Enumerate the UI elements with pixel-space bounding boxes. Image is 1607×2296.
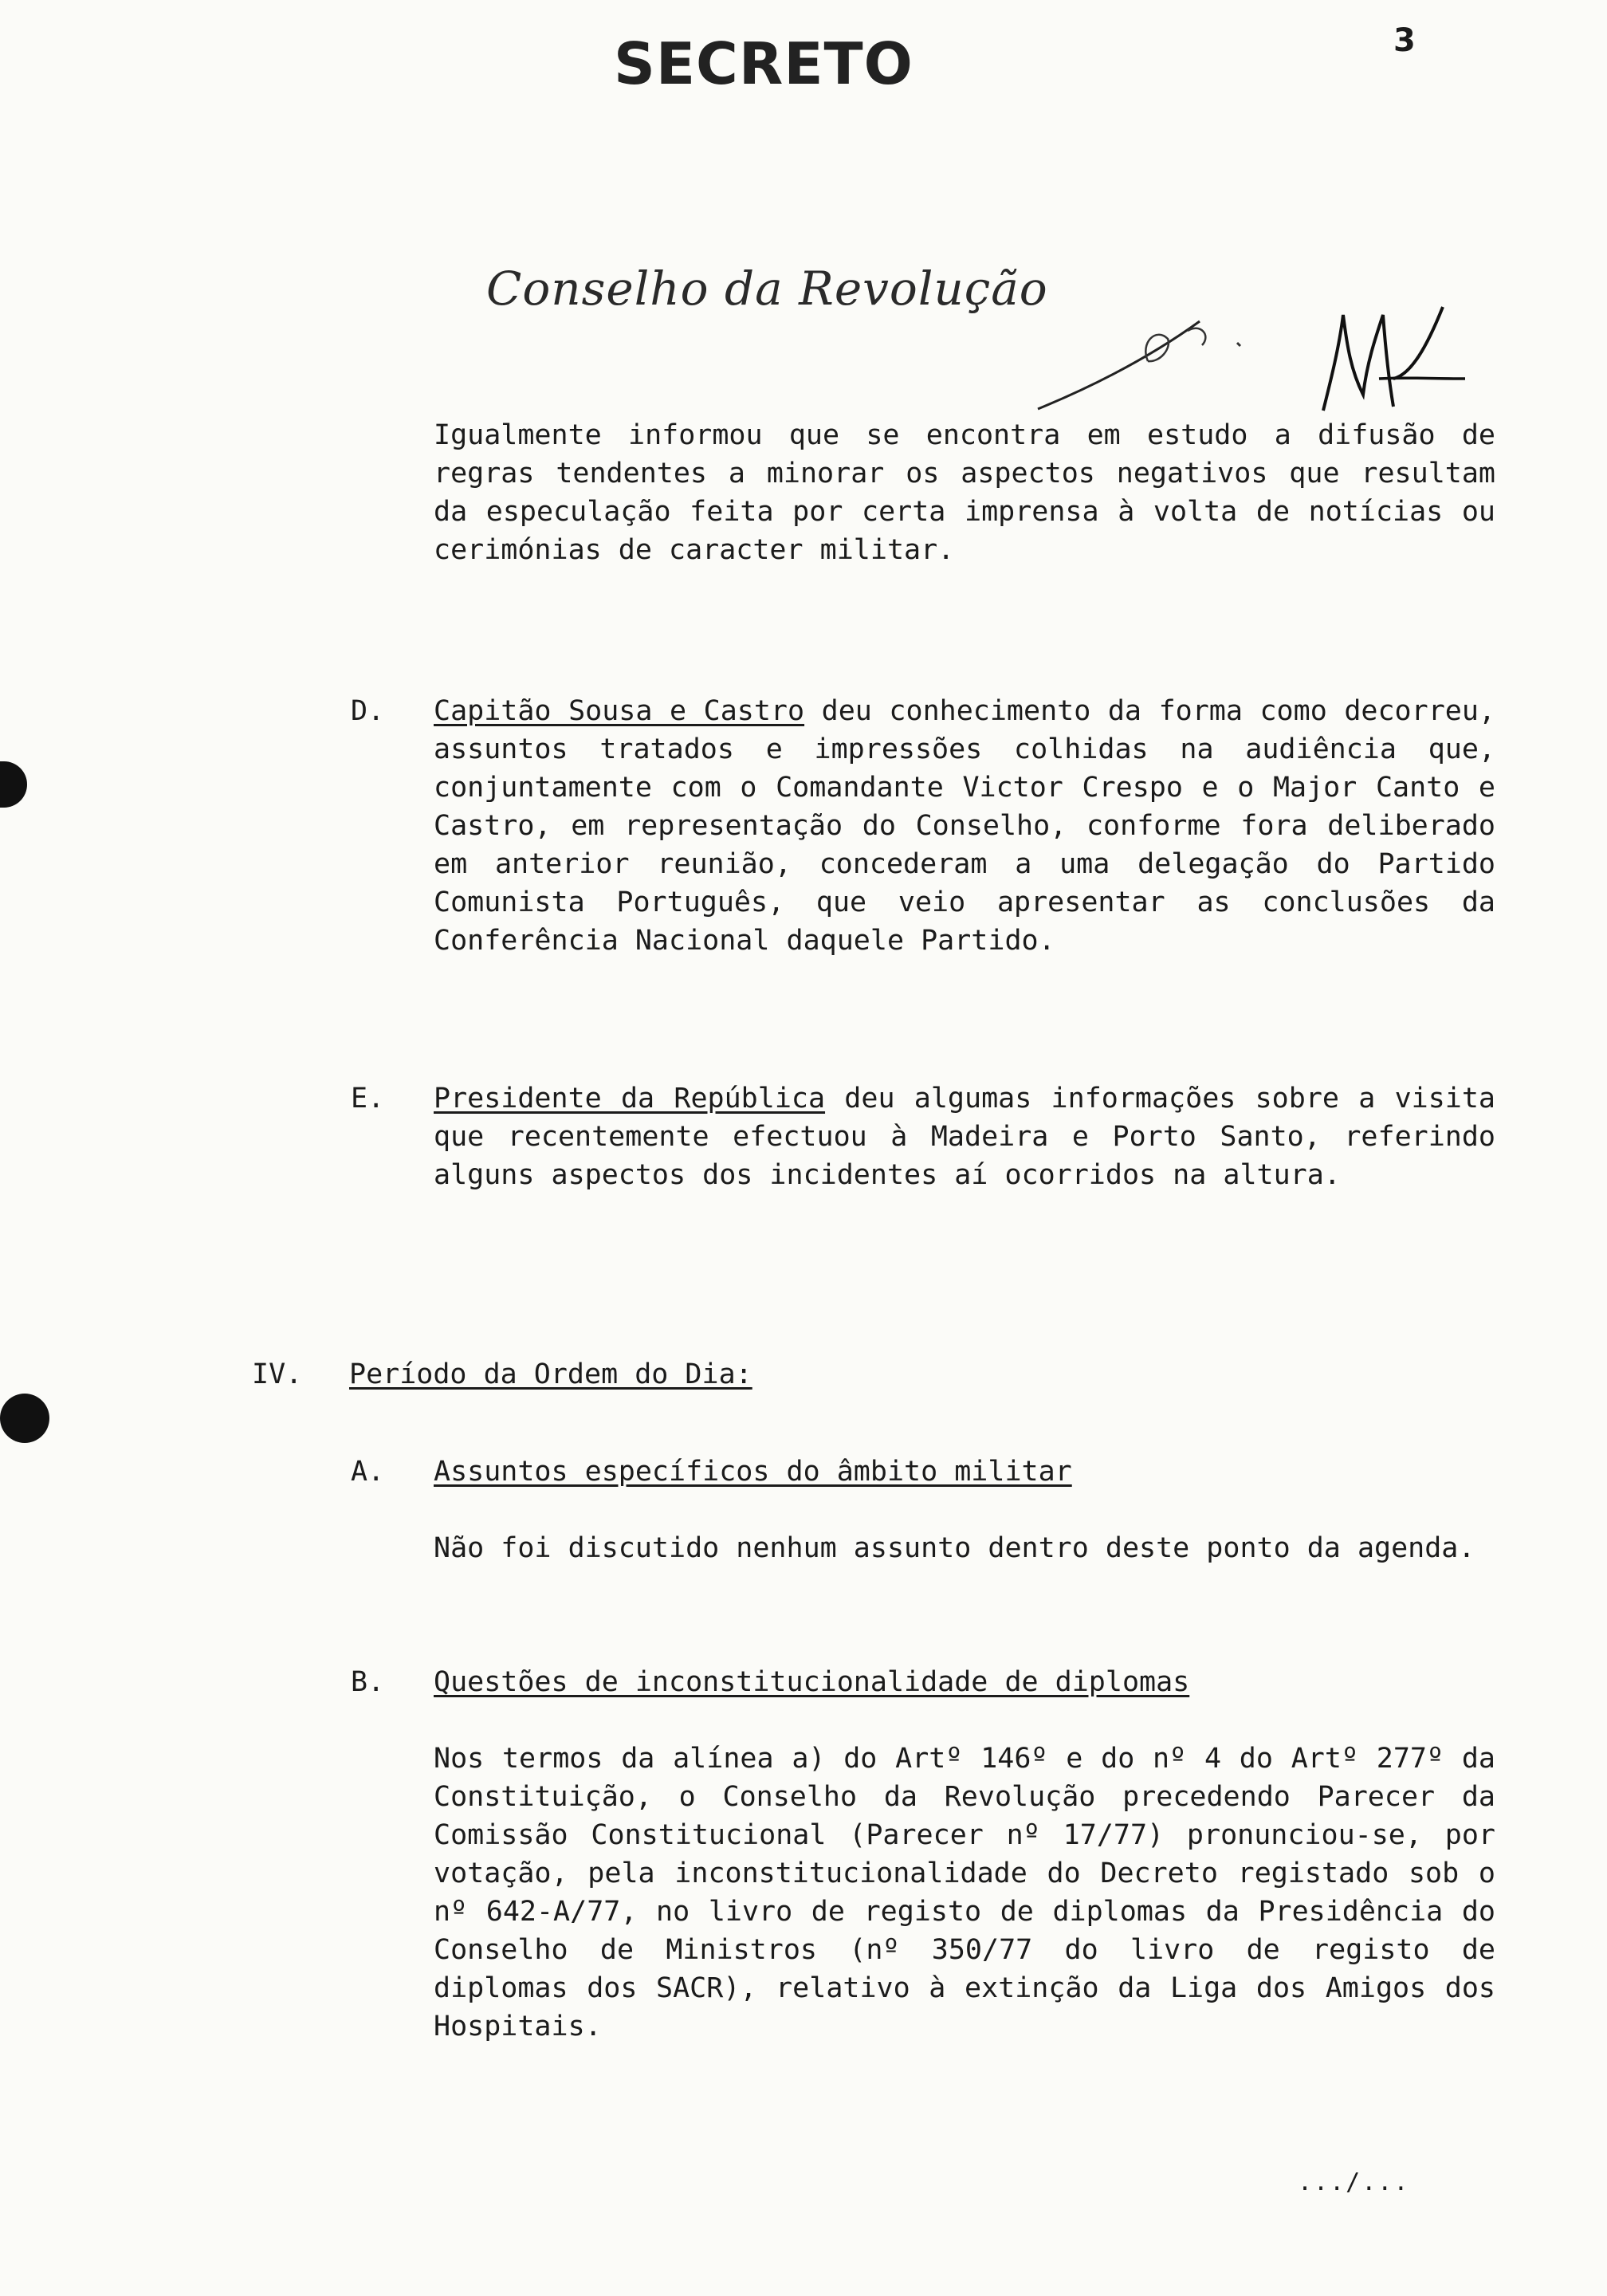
- section-b-text: Nos termos da alínea a) do Artº 146º e do nº 4 do Artº 277º da Constituição, o Conselho da Revolução precedendo Parecer da Comissão Constitucional (Parecer nº 17/77) pronunciou-se, por votação, pela inconstitucionalidade do Decreto registado sob o nº 642-A/77, no livro de registo de diplomas da Presidência do Conselho de Ministros (nº 350/77 do livro de registo de diplomas dos SACR), relativo à extinção da Liga dos Amigos dos Hospitais.: [434, 1743, 1495, 2042]
- section-a-title: Assuntos específicos do âmbito militar: [434, 1456, 1072, 1488]
- continuation-mark: .../...: [1298, 2168, 1410, 2196]
- item-e-marker: E.: [351, 1083, 385, 1115]
- item-d-marker: D.: [351, 695, 385, 727]
- letterhead: Conselho da Revolução: [486, 261, 1048, 316]
- handwritten-signature: [1028, 299, 1475, 419]
- item-d-paragraph: [434, 692, 1495, 960]
- page-number: 3: [1393, 22, 1416, 59]
- item-e-subject: Presidente da República: [434, 1083, 826, 1115]
- section-a-text: Não foi discutido nenhum assunto dentro deste ponto da agenda.: [434, 1532, 1475, 1564]
- section-a-marker: A.: [351, 1456, 385, 1488]
- item-d-text: deu conhecimento da forma como decorreu, assuntos tratados e impressões colhidas na audiência que, conjuntamente com o Comandante Victor Crespo e o Major Canto e Castro, em representação do Conselho, conforme fora deliberado em anterior reunião, concederam a uma delegação do Partido Comunista Português, que veio apresentar as conclusões da Conferência Nacional daquele Partido.: [434, 695, 1495, 957]
- punch-hole-top: [0, 761, 27, 808]
- section-iv-title: Período da Ordem do Dia:: [349, 1358, 752, 1390]
- section-b-marker: B.: [351, 1666, 385, 1698]
- item-d-subject: Capitão Sousa e Castro: [434, 695, 805, 727]
- secreto-stamp: SECRETO: [614, 30, 914, 97]
- item-e-text: deu algumas informações sobre a visita que recentemente efectuou à Madeira e Porto Santo, referindo alguns aspectos dos incidentes aí ocorridos na altura.: [434, 1083, 1495, 1191]
- section-b-title: Questões de inconstitucionalidade de diplomas: [434, 1666, 1190, 1698]
- item-e-paragraph: [434, 1079, 1495, 1194]
- intro-paragraph: Igualmente informou que se encontra em estudo a difusão de regras tendentes a minorar os aspectos negativos que resultam da especulação feita por certa imprensa à volta de notícias ou cerimónias de caracter militar.: [434, 419, 1495, 566]
- section-iv-marker: IV.: [252, 1358, 303, 1390]
- punch-hole-bottom: [0, 1394, 49, 1443]
